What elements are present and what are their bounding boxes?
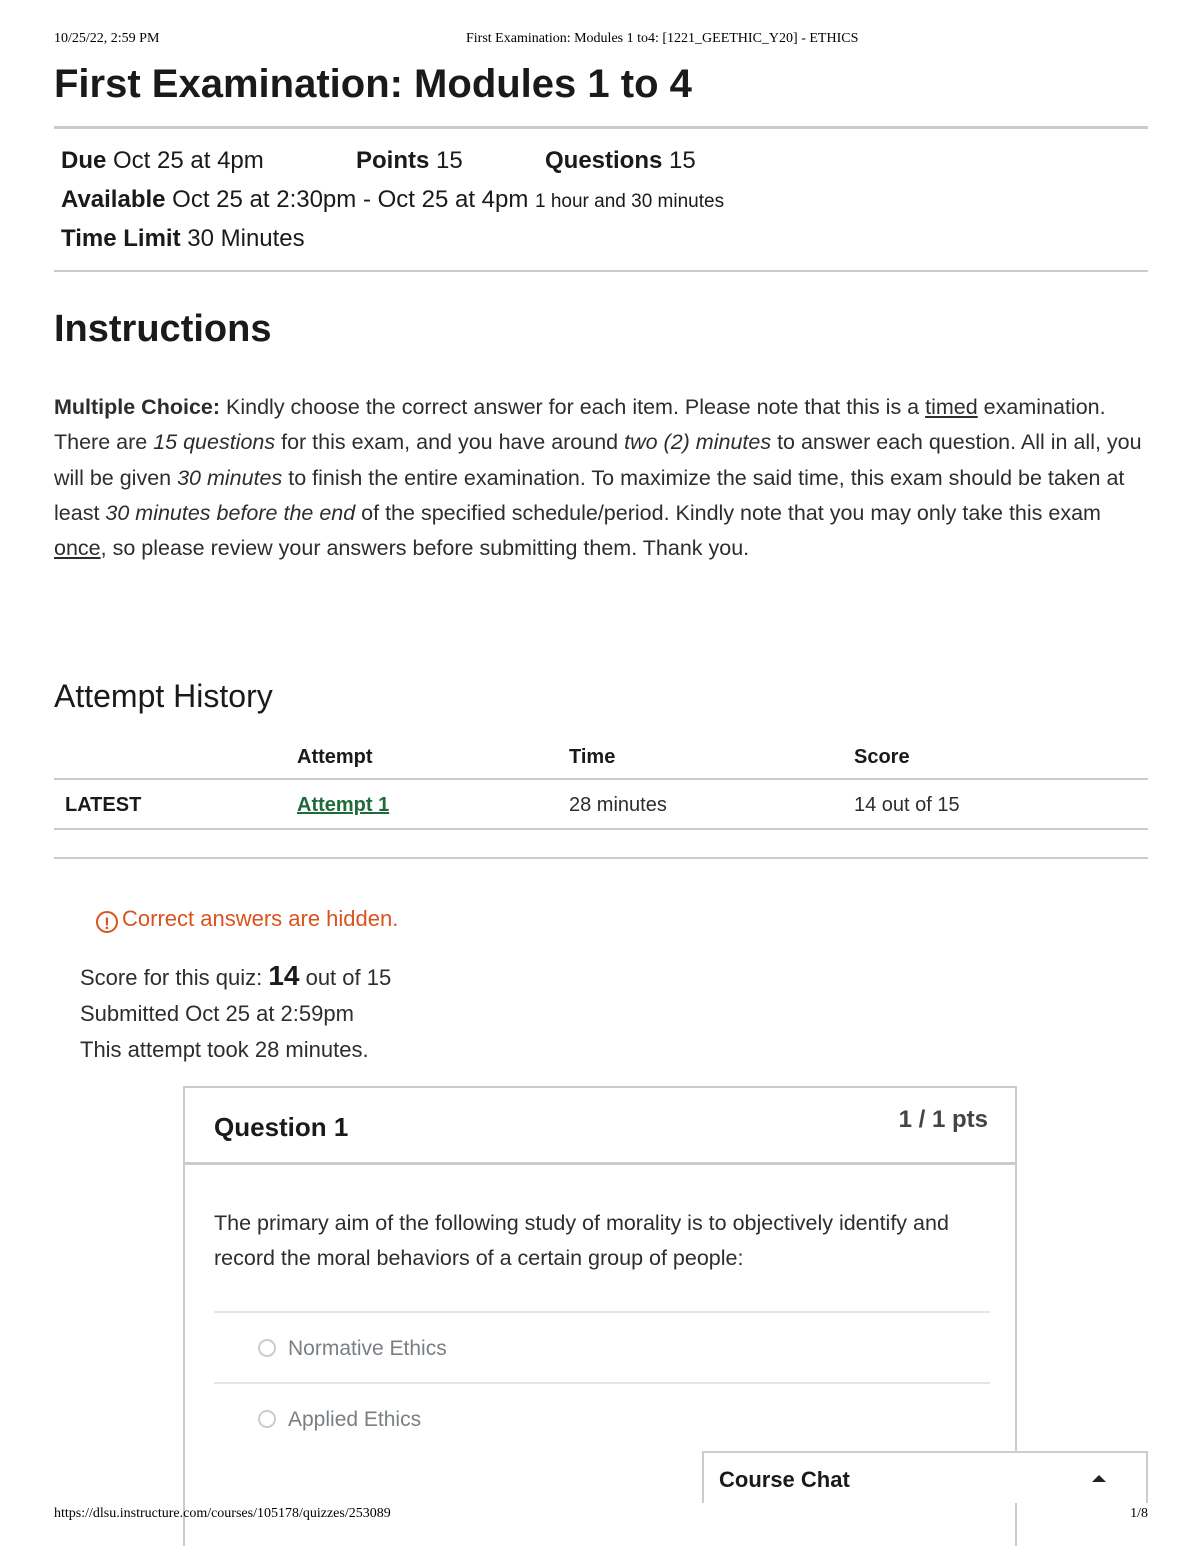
score-value: 14 (268, 960, 300, 991)
questions-value: 15 (669, 147, 696, 174)
instructions-heading: Instructions (54, 308, 272, 350)
points-value: 15 (436, 147, 463, 174)
column-header-attempt: Attempt (297, 746, 373, 768)
page-title: First Examination: Modules 1 to 4 (54, 62, 692, 106)
caret-up-icon[interactable] (1092, 1475, 1106, 1482)
radio-icon[interactable] (258, 1339, 276, 1357)
timed-emphasis: timed (925, 395, 978, 419)
quiz-meta-row-2 (61, 186, 724, 214)
question-header (185, 1088, 1017, 1165)
answer-option[interactable] (258, 1337, 447, 1361)
question-title: Question 1 (214, 1112, 349, 1142)
submitted-line: Submitted Oct 25 at 2:59pm (80, 1001, 354, 1026)
duration-line: This attempt took 28 minutes. (80, 1037, 369, 1062)
due-meta (61, 147, 264, 175)
course-chat-label: Course Chat (719, 1467, 850, 1492)
available-value: Oct 25 at 2:30pm - Oct 25 at 4pm (172, 186, 529, 213)
questions-label: Questions (545, 147, 663, 174)
attempt-divider (54, 857, 1148, 859)
answer-label: Applied Ethics (288, 1408, 422, 1431)
answer-divider (214, 1311, 990, 1313)
time-limit-value: 30 Minutes (187, 225, 305, 252)
attempt-time: 28 minutes (569, 794, 667, 816)
points-meta (356, 147, 463, 175)
score-line: Score for this quiz: 14 out of 15 (80, 960, 392, 991)
meta-divider (54, 270, 1148, 272)
due-value: Oct 25 at 4pm (113, 147, 264, 174)
radio-icon[interactable] (258, 1410, 276, 1428)
latest-label: LATEST (65, 794, 142, 816)
instructions-lead: Multiple Choice: (54, 395, 221, 419)
course-chat-toggle[interactable] (702, 1451, 1148, 1503)
print-doc-title: First Examination: Modules 1 to4: [1221_GEETHIC_Y20] - ETHICS (466, 31, 859, 46)
answers-hidden-notice (96, 906, 398, 933)
answer-divider (214, 1382, 990, 1384)
available-label: Available (61, 186, 166, 213)
print-header (54, 31, 1148, 49)
table-row (54, 778, 1148, 830)
title-divider (54, 126, 1148, 129)
points-label: Points (356, 147, 430, 174)
score-summary (80, 958, 391, 1068)
answer-label: Normative Ethics (288, 1337, 447, 1360)
warning-icon: ! (96, 911, 118, 933)
print-page-number: 1/8 (1130, 1506, 1148, 1521)
due-label: Due (61, 147, 107, 174)
questions-meta (545, 147, 696, 175)
attempt-1-link[interactable]: Attempt 1 (297, 794, 390, 816)
attempt-history-table (54, 738, 1148, 830)
once-emphasis: once (54, 536, 101, 561)
column-header-score: Score (854, 746, 910, 768)
column-header-time: Time (569, 746, 616, 768)
question-text: The primary aim of the following study of morality is to objectively identify and record the moral behaviors of a certain group of people: (214, 1211, 949, 1270)
attempt-history-heading: Attempt History (54, 678, 273, 714)
available-duration: 1 hour and 30 minutes (535, 191, 725, 212)
time-limit-label: Time Limit (61, 225, 181, 252)
hidden-notice-text: Correct answers are hidden. (122, 906, 399, 931)
answer-option[interactable] (258, 1408, 421, 1432)
attempt-history-header (54, 738, 1148, 778)
print-datetime: 10/25/22, 2:59 PM (54, 31, 160, 46)
attempt-score: 14 out of 15 (854, 794, 960, 816)
print-url: https://dlsu.instructure.com/courses/105178/quizzes/253089 (54, 1506, 391, 1521)
question-points: 1 / 1 pts (898, 1106, 988, 1133)
quiz-meta-row-3 (61, 225, 305, 253)
instructions-text: Multiple Choice: Kindly choose the correct answer for each item. Please note that this is a timed examination. There are 15 questions for this exam, and you have around two (2) minutes to answer each question. All in all, you will be given 30 minutes to finish the entire examination. To maximize the said time, this exam should be taken at least 30 minutes before the end of the specified schedule/period. Kindly note that you may only take this exam once, so please review your answers before submitting them. Thank you. (54, 395, 1142, 561)
